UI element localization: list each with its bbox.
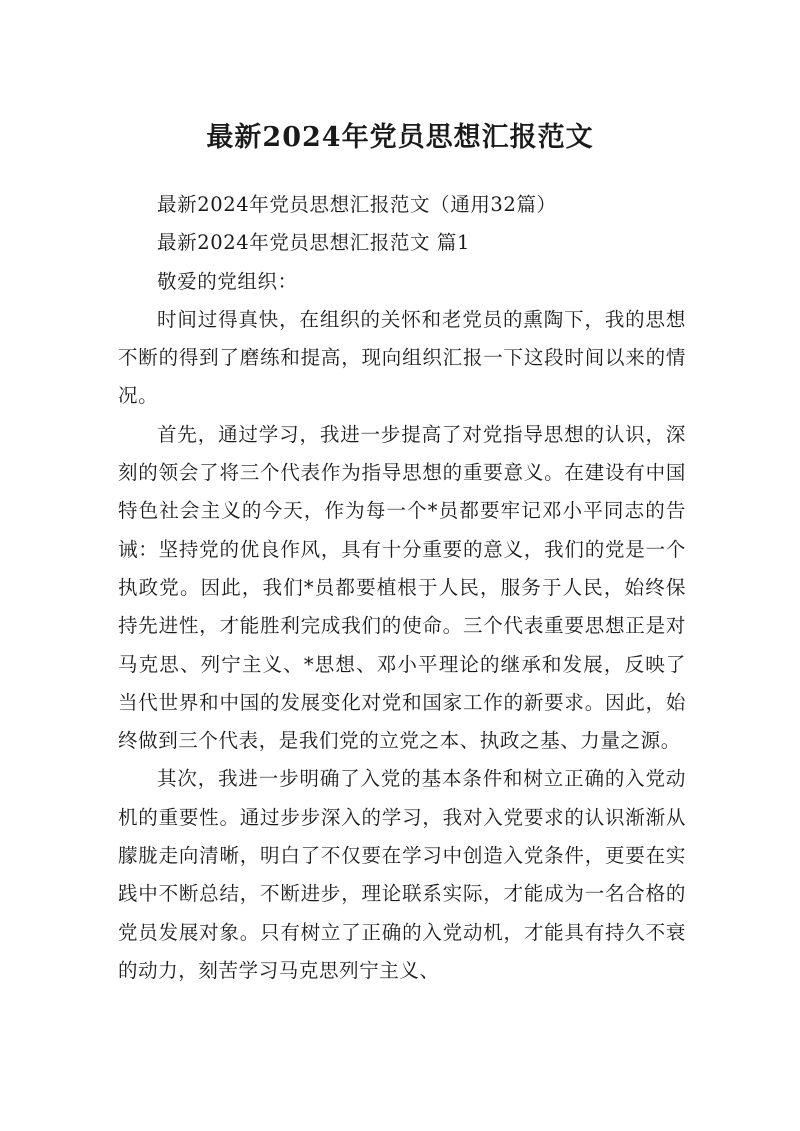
- document-title: 最新2024年党员思想汇报范文: [206, 122, 594, 154]
- paragraph: 其次，我进一步明确了入党的基本条件和树立正确的入党动机的重要性。通过步步深入的学习，我对入党要求的认识渐渐从朦胧走向清晰，明白了不仅要在学习中创造入党条件，更要在实践中不断总结，不断进步，理论联系实际，才能成为一名合格的党员发展对象。只有树立了正确的入党动机，才能具有持久不衰的动力，刻苦学习马克思列宁主义、: [118, 767, 686, 982]
- paragraph: 时间过得真快，在组织的关怀和老党员的熏陶下，我的思想不断的得到了磨练和提高，现向组织汇报一下这段时间以来的情况。: [118, 307, 686, 408]
- section-heading: 最新2024年党员思想汇报范文 篇1: [157, 231, 471, 255]
- subtitle-line: 最新2024年党员思想汇报范文（通用32篇）: [157, 193, 557, 216]
- salutation: 敬爱的党组织：: [157, 269, 298, 293]
- paragraph: 首先，通过学习，我进一步提高了对党指导思想的认识，深刻的领会了将三个代表作为指导思想的重要意义。在建设有中国特色社会主义的今天，作为每一个*员都要牢记邓小平同志的告诫：坚持党的优良作风，具有十分重要的意义，我们的党是一个执政党。因此，我们*员都要植根于人民，服务于人民，始终保持先进性，才能胜利完成我们的使命。三个代表重要思想正是对马克思、列宁主义、*思想、邓小平理论的继承和发展，反映了当代世界和中国的发展变化对党和国家工作的新要求。因此，始终做到三个代表，是我们党的立党之本、执政之基、力量之源。: [118, 422, 686, 753]
- document-body: [118, 186, 686, 990]
